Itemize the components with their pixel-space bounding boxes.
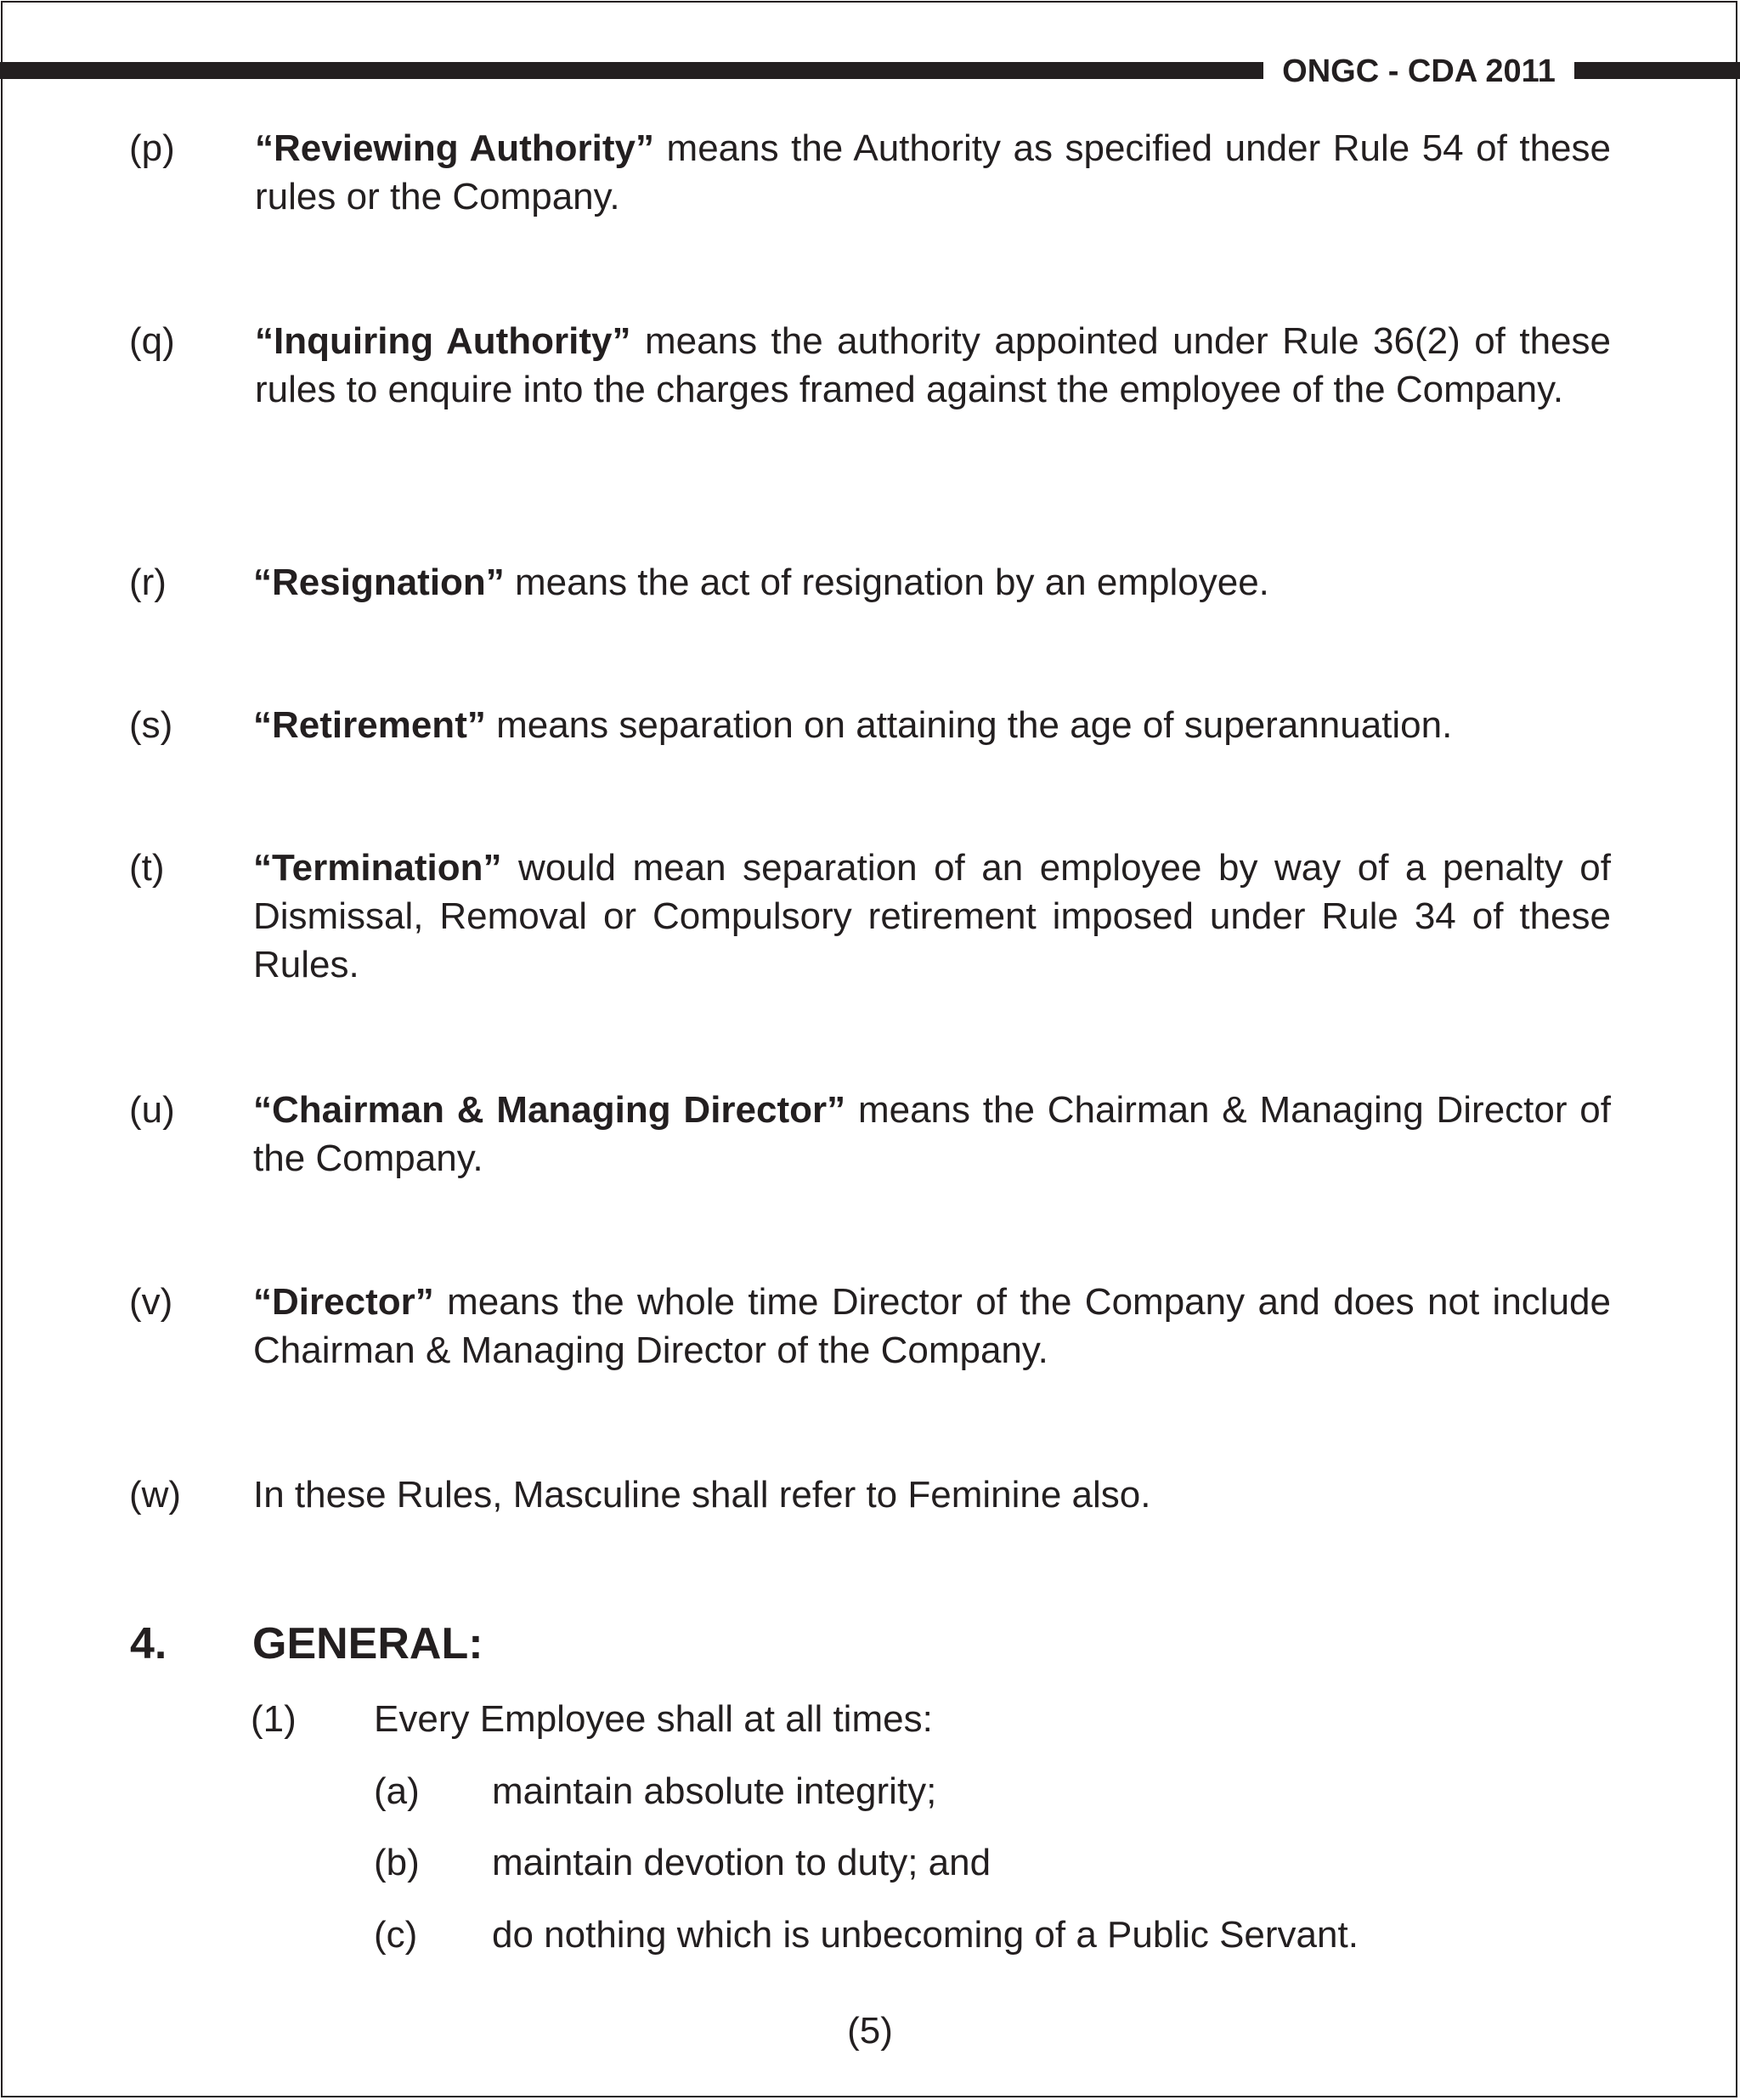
definition-term: “Reviewing Authority”: [255, 127, 655, 169]
section-title: GENERAL:: [252, 1619, 483, 1668]
clause-marker: (1): [251, 1698, 297, 1740]
definition-text: [253, 844, 1611, 989]
definition-term: “Director”: [253, 1281, 434, 1323]
definition-text: [253, 701, 1611, 749]
definition-marker: (s): [129, 704, 173, 746]
list-item-text: do nothing which is unbecoming of a Public Servant.: [492, 1914, 1359, 1956]
definition-body: means the Authority as specified under Rule 54 of these rules or the Company.: [255, 127, 1611, 217]
section-number: 4.: [130, 1619, 167, 1668]
definition-text: [255, 124, 1611, 221]
definition-term: “Inquiring Authority”: [255, 320, 631, 362]
definition-marker: (r): [129, 562, 167, 603]
document-header-title: ONGC - CDA 2011: [1282, 54, 1556, 89]
list-item-marker: (b): [374, 1842, 420, 1883]
definition-body: means separation on attaining the age of superannuation.: [485, 704, 1453, 746]
definition-text: [253, 1278, 1611, 1375]
header-rule-left: [0, 62, 1263, 79]
list-item-text: maintain absolute integrity;: [492, 1770, 937, 1812]
definition-term: “Termination”: [253, 847, 502, 889]
definition-term: “Resignation”: [253, 562, 505, 603]
definition-text: [253, 558, 1611, 607]
definition-marker: (q): [129, 320, 175, 362]
definition-body: means the authority appointed under Rule 36(2) of these rules to enquire into the charges framed against the employee of the Company.: [255, 320, 1611, 410]
definition-marker: (u): [129, 1089, 175, 1131]
definition-marker: (p): [129, 127, 175, 169]
definition-body: means the whole time Director of the Company and does not include Chairman & Managing Director of the Company.: [253, 1281, 1611, 1371]
definition-marker: (w): [129, 1474, 182, 1516]
list-item-text: maintain devotion to duty; and: [492, 1842, 991, 1883]
page-number: (5): [847, 2010, 893, 2052]
definition-marker: (t): [129, 847, 165, 889]
list-item-marker: (c): [374, 1914, 418, 1956]
definition-marker: (v): [129, 1281, 173, 1323]
definition-body: would mean separation of an employee by way of a penalty of Dismissal, Removal or Compulsory retirement imposed under Rule 34 of these Rules.: [253, 847, 1611, 985]
definition-body: In these Rules, Masculine shall refer to Feminine also.: [253, 1474, 1151, 1516]
definition-text: [255, 317, 1611, 414]
clause-text: Every Employee shall at all times:: [374, 1698, 933, 1740]
list-item-marker: (a): [374, 1770, 420, 1812]
definition-body: means the act of resignation by an employee.: [504, 562, 1269, 603]
definition-term: “Chairman & Managing Director”: [253, 1089, 846, 1131]
definition-text: [253, 1086, 1611, 1183]
header-rule-right: [1574, 62, 1740, 79]
definition-text: [253, 1471, 1611, 1519]
definition-term: “Retirement”: [253, 704, 486, 746]
definition-body: means the Chairman & Managing Director of the Company.: [253, 1089, 1612, 1179]
